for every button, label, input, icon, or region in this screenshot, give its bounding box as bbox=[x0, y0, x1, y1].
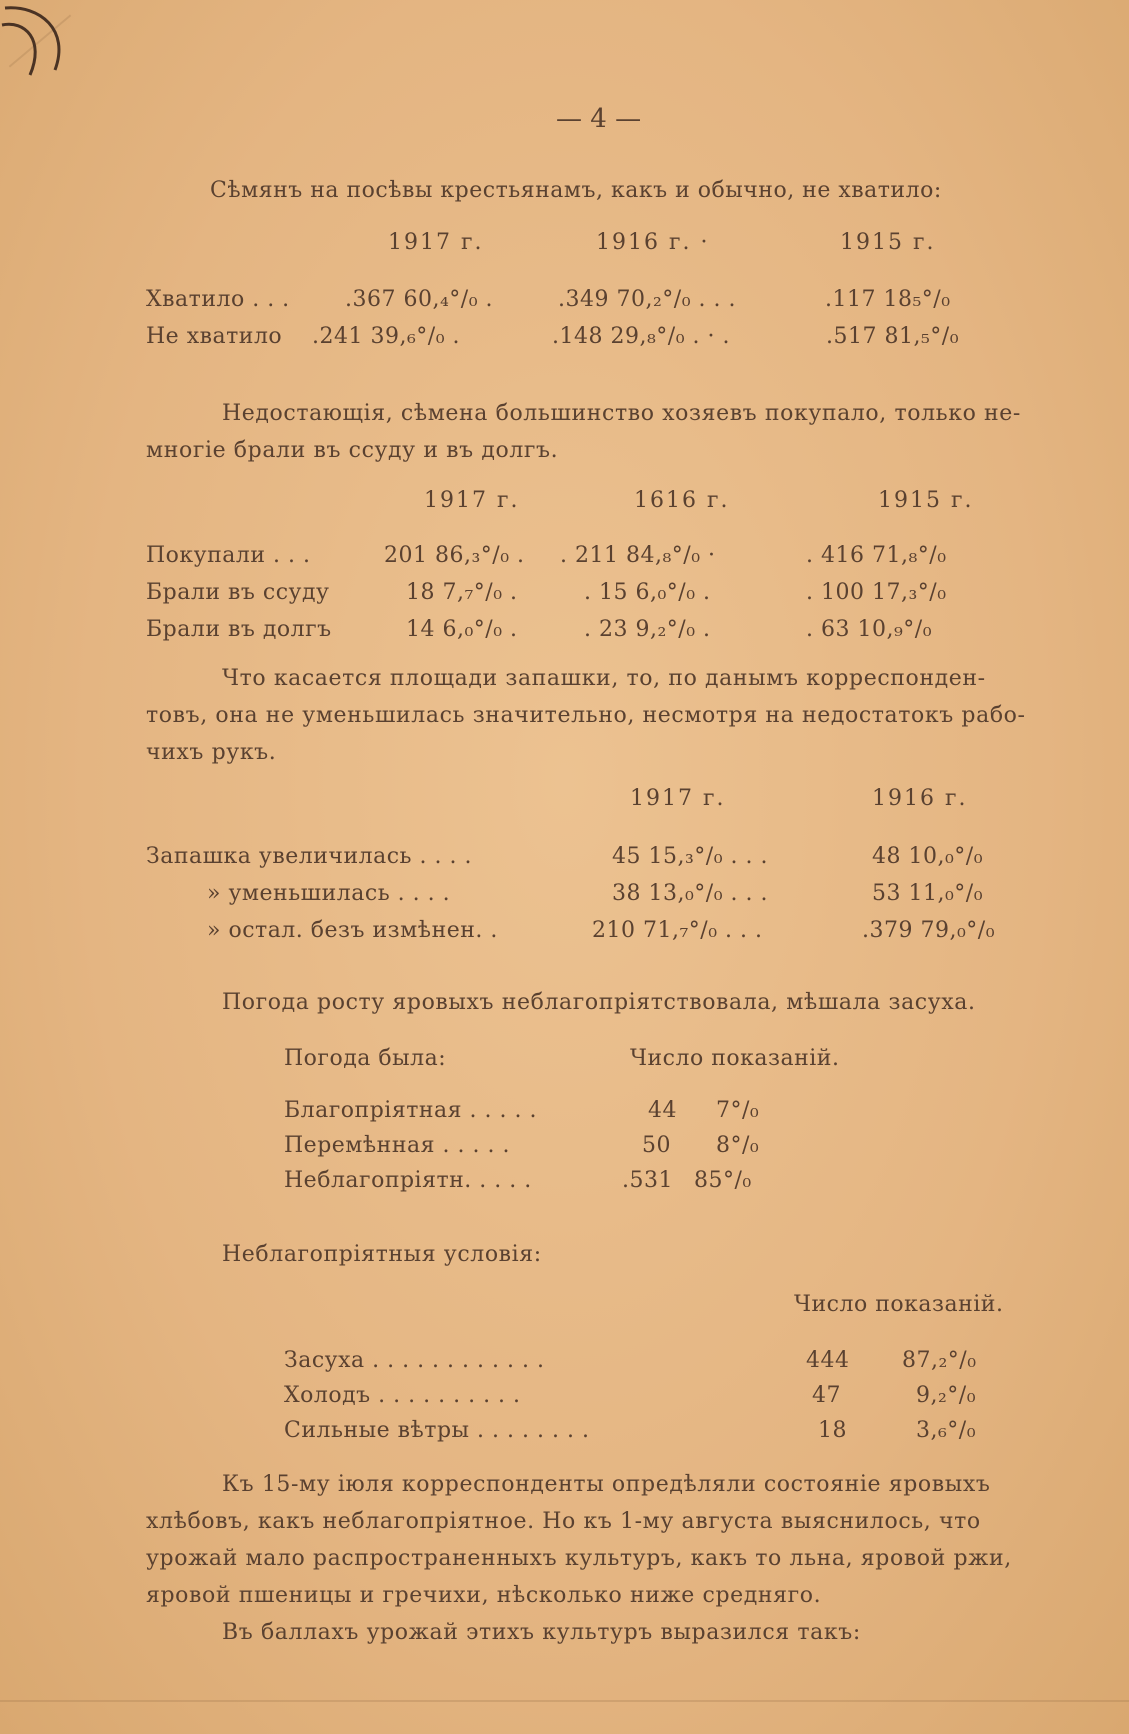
table3-cell: 45 15,₃°/₀ . . . bbox=[612, 844, 768, 869]
table3-row-label: » остал. безъ измѣнен. . bbox=[207, 918, 498, 943]
table2-cell: . 211 84,₈°/₀ · bbox=[560, 543, 716, 568]
table1-intro: Сѣмянъ на посѣвы крестьянамъ, какъ и обычно, не хватило: bbox=[210, 178, 942, 203]
table5-row-label: Холодъ . . . . . . . . . . bbox=[284, 1383, 521, 1408]
table4-count: 50 bbox=[642, 1133, 671, 1158]
table4-pct: 8°/₀ bbox=[716, 1133, 760, 1158]
table5-row-label: Сильные вѣтры . . . . . . . . bbox=[284, 1418, 590, 1443]
table3-year: 1917 г. bbox=[630, 786, 726, 811]
table1-row-label: Хватило . . . bbox=[146, 287, 290, 312]
closing-paragraph-line: яровой пшеницы и гречихи, нѣсколько ниже средняго. bbox=[146, 1583, 822, 1608]
table3-cell: 48 10,₀°/₀ bbox=[872, 844, 984, 869]
table3-intro: чихъ рукъ. bbox=[146, 740, 277, 765]
table4-pct: 7°/₀ bbox=[716, 1098, 760, 1123]
page-number: — 4 — bbox=[556, 104, 642, 134]
closing-paragraph-line: Къ 15-му іюля корреспонденты опредѣляли состояніе яровыхъ bbox=[222, 1472, 991, 1497]
table2-intro: многіе брали въ ссуду и въ долгъ. bbox=[146, 438, 559, 463]
paper-crease bbox=[0, 1700, 1129, 1702]
table2-cell: 201 86,₃°/₀ . bbox=[384, 543, 525, 568]
table1-cell: .517 81,₅°/₀ bbox=[826, 324, 960, 349]
table2-year: 1917 г. bbox=[424, 488, 520, 513]
table4-intro: Погода росту яровыхъ неблагопріятствовала, мѣшала засуха. bbox=[222, 990, 976, 1015]
closing-paragraph-line: хлѣбовъ, какъ неблагопріятное. Но къ 1-му августа выяснилось, что bbox=[146, 1509, 981, 1534]
table4-count: .531 bbox=[622, 1168, 673, 1193]
table3-year: 1916 г. bbox=[872, 786, 968, 811]
table5-intro: Неблагопріятныя условія: bbox=[222, 1242, 542, 1267]
table1-year: 1916 г. · bbox=[596, 230, 710, 255]
table2-cell: 14 6,₀°/₀ . bbox=[406, 617, 518, 642]
table1-year: 1915 г. bbox=[840, 230, 936, 255]
table5-pct: 87,₂°/₀ bbox=[902, 1348, 977, 1373]
table3-cell: 210 71,₇°/₀ . . . bbox=[592, 918, 763, 943]
corner-fold-mark bbox=[0, 0, 90, 90]
table3-intro: товъ, она не уменьшилась значительно, несмотря на недостатокъ рабо- bbox=[146, 703, 1026, 728]
table4-row-label: Неблагопріятн. . . . . bbox=[284, 1168, 532, 1193]
table2-row-label: Брали въ долгъ bbox=[146, 617, 332, 642]
table5-header: Число показаній. bbox=[794, 1292, 1004, 1317]
table5-pct: 9,₂°/₀ bbox=[916, 1383, 977, 1408]
table4-count: 44 bbox=[648, 1098, 677, 1123]
table2-cell: . 23 9,₂°/₀ . bbox=[584, 617, 711, 642]
table4-row-label: Перемѣнная . . . . . bbox=[284, 1133, 510, 1158]
table4-row-label: Благопріятная . . . . . bbox=[284, 1098, 537, 1123]
table2-year: 1616 г. bbox=[634, 488, 730, 513]
table4-header-right: Число показаній. bbox=[630, 1046, 840, 1071]
table4-header-left: Погода была: bbox=[284, 1046, 447, 1071]
table4-pct: 85°/₀ bbox=[694, 1168, 752, 1193]
table3-cell: .379 79,₀°/₀ bbox=[862, 918, 996, 943]
closing-paragraph-line: Въ баллахъ урожай этихъ культуръ выразился такъ: bbox=[222, 1620, 861, 1645]
table1-cell: .241 39,₆°/₀ . bbox=[312, 324, 461, 349]
table1-cell: .349 70,₂°/₀ . . . bbox=[558, 287, 736, 312]
table1-year: 1917 г. bbox=[388, 230, 484, 255]
table5-count: 18 bbox=[818, 1418, 847, 1443]
table5-count: 47 bbox=[812, 1383, 841, 1408]
table1-cell: .148 29,₈°/₀ . · . bbox=[552, 324, 730, 349]
closing-paragraph-line: урожай мало распространенныхъ культуръ, какъ то льна, яровой ржи, bbox=[146, 1546, 1012, 1571]
table3-cell: 38 13,₀°/₀ . . . bbox=[612, 881, 768, 906]
table3-cell: 53 11,₀°/₀ bbox=[872, 881, 984, 906]
table1-cell: .117 18₅°/₀ bbox=[825, 287, 951, 312]
table2-intro: Недостающія, сѣмена большинство хозяевъ покупало, только не- bbox=[222, 401, 1021, 426]
table2-row-label: Брали въ ссуду bbox=[146, 580, 330, 605]
table5-pct: 3,₆°/₀ bbox=[916, 1418, 977, 1443]
table2-cell: . 63 10,₉°/₀ bbox=[806, 617, 933, 642]
table2-cell: 18 7,₇°/₀ . bbox=[406, 580, 518, 605]
table2-year: 1915 г. bbox=[878, 488, 974, 513]
table3-intro: Что касается площади запашки, то, по данымъ корреспонден- bbox=[222, 666, 986, 691]
table3-row-label: Запашка увеличилась . . . . bbox=[146, 844, 472, 869]
table5-count: 444 bbox=[806, 1348, 850, 1373]
table2-row-label: Покупали . . . bbox=[146, 543, 311, 568]
table2-cell: . 416 71,₈°/₀ bbox=[806, 543, 947, 568]
table5-row-label: Засуха . . . . . . . . . . . . bbox=[284, 1348, 545, 1373]
table1-row-label: Не хватило bbox=[146, 324, 283, 349]
table2-cell: . 100 17,₃°/₀ bbox=[806, 580, 947, 605]
table3-row-label: » уменьшилась . . . . bbox=[207, 881, 451, 906]
table1-cell: .367 60,₄°/₀ . bbox=[345, 287, 494, 312]
table2-cell: . 15 6,₀°/₀ . bbox=[584, 580, 711, 605]
